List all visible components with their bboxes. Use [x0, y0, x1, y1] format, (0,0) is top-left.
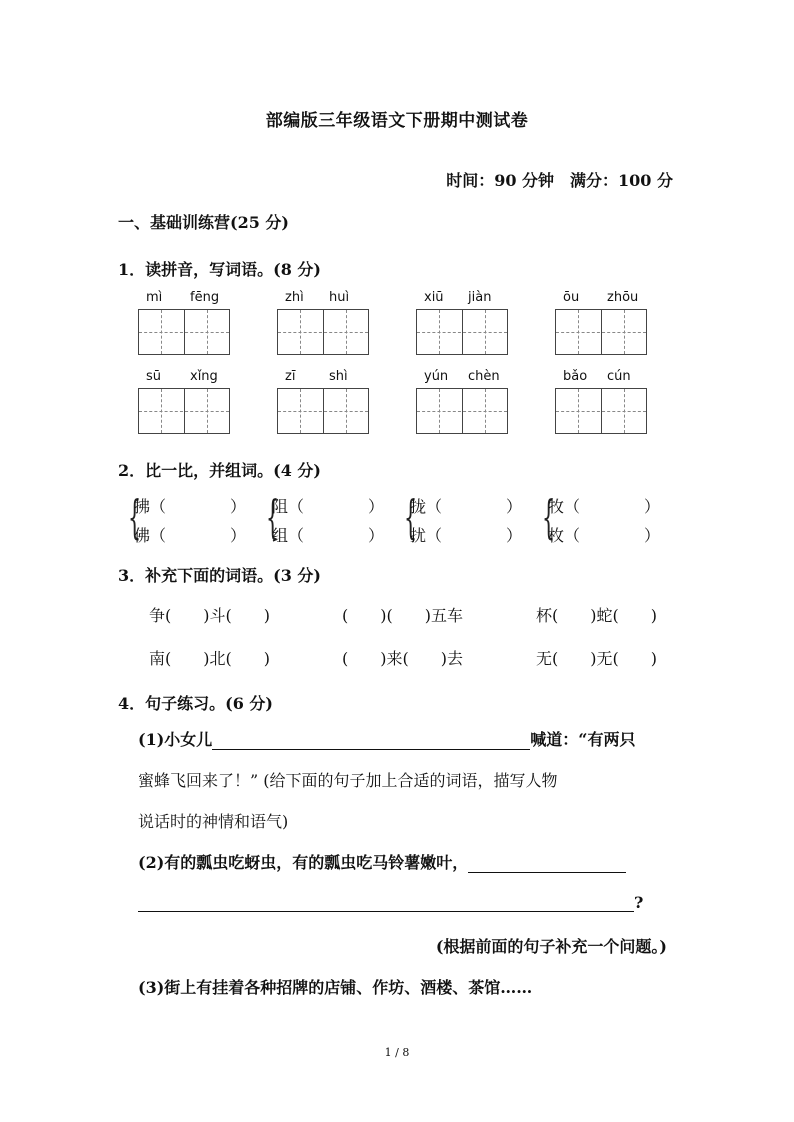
idiom-fill[interactable]: 南( )北( ): [149, 649, 270, 668]
writing-grid[interactable]: [555, 309, 647, 355]
exam-meta: 时间：90 分钟 满分：100 分: [446, 171, 673, 190]
idiom-fill[interactable]: 争( )斗( ): [149, 606, 270, 625]
sentence-2-end: ?: [634, 893, 644, 912]
writing-grid[interactable]: [555, 388, 647, 434]
sentence-1-end: 喊道：“有两只: [530, 730, 636, 749]
pinyin-syllable: sū: [146, 369, 162, 384]
sentence-1-line-2: 蜜蜂飞回来了！” (给下面的句子加上合适的词语，描写人物: [138, 771, 558, 790]
question-2-heading: 2．比一比，并组词。(4 分): [118, 461, 321, 480]
sentence-2-note: (根据前面的句子补充一个问题。): [435, 937, 667, 956]
compare-word-bottom[interactable]: 扰（ ）: [410, 526, 523, 545]
pinyin-syllable: zhì: [285, 290, 304, 305]
sentence-2-start: (2)有的瓢虫吃蚜虫，有的瓢虫吃马铃薯嫩叶，: [138, 853, 469, 872]
pinyin-syllable: huì: [329, 290, 350, 305]
pinyin-syllable: fēng: [190, 290, 220, 305]
compare-word-top[interactable]: 拂（ ）: [134, 497, 247, 516]
pinyin-syllable: zhōu: [607, 290, 639, 305]
writing-grid[interactable]: [138, 388, 230, 434]
question-4-heading: 4．句子练习。(6 分): [118, 694, 273, 713]
sentence-2-line-2: [138, 893, 643, 912]
compare-word-bottom[interactable]: 枚（ ）: [548, 526, 661, 545]
writing-grid[interactable]: [277, 309, 369, 355]
pinyin-syllable: zī: [285, 369, 296, 384]
sentence-3: (3)街上有挂着各种招牌的店铺、作坊、酒楼、茶馆……: [138, 978, 533, 997]
pinyin-syllable: mì: [146, 290, 163, 305]
pinyin-syllable: ōu: [563, 290, 580, 305]
page-title: 部编版三年级语文下册期中测试卷: [265, 111, 529, 131]
brace-icon: {: [128, 490, 142, 544]
idiom-fill[interactable]: ( )( )五车: [342, 606, 463, 625]
pinyin-syllable: chèn: [468, 369, 500, 384]
pinyin-syllable: jiàn: [468, 290, 492, 305]
sentence-1-blank[interactable]: [212, 731, 530, 750]
pinyin-syllable: xǐng: [190, 369, 218, 384]
compare-word-top[interactable]: 拢（ ）: [410, 497, 523, 516]
compare-word-bottom[interactable]: 组（ ）: [272, 526, 385, 545]
writing-grid[interactable]: [138, 309, 230, 355]
brace-icon: {: [404, 490, 418, 544]
sentence-1-start: (1)小女儿: [138, 730, 213, 749]
idiom-fill[interactable]: 无( )无( ): [536, 649, 657, 668]
writing-grid[interactable]: [416, 388, 508, 434]
writing-grid[interactable]: [277, 388, 369, 434]
question-1-heading: 1．读拼音，写词语。(8 分): [118, 260, 321, 279]
page-number: 1 / 8: [384, 1046, 410, 1059]
idiom-fill[interactable]: ( )来( )去: [342, 649, 463, 668]
idiom-fill[interactable]: 杯( )蛇( ): [536, 606, 657, 625]
pinyin-syllable: xiū: [424, 290, 444, 305]
pinyin-syllable: bǎo: [563, 369, 588, 384]
writing-grid[interactable]: [416, 309, 508, 355]
pinyin-syllable: cún: [607, 369, 631, 384]
compare-word-top[interactable]: 牧（ ）: [548, 497, 661, 516]
pinyin-syllable: yún: [424, 369, 449, 384]
compare-word-bottom[interactable]: 佛（ ）: [134, 526, 247, 545]
brace-icon: {: [542, 490, 556, 544]
section-heading: 一、基础训练营(25 分): [118, 213, 289, 232]
compare-word-top[interactable]: 阻（ ）: [272, 497, 385, 516]
question-3-heading: 3．补充下面的词语。(3 分): [118, 566, 321, 585]
brace-icon: {: [266, 490, 280, 544]
sentence-1-line-1: [138, 727, 636, 750]
sentence-2-line-1: [138, 850, 626, 873]
sentence-2-blank-b[interactable]: [138, 893, 634, 912]
pinyin-syllable: shì: [329, 369, 348, 384]
sentence-2-blank-a[interactable]: [468, 854, 626, 873]
sentence-1-line-3: 说话时的神情和语气): [138, 812, 289, 831]
